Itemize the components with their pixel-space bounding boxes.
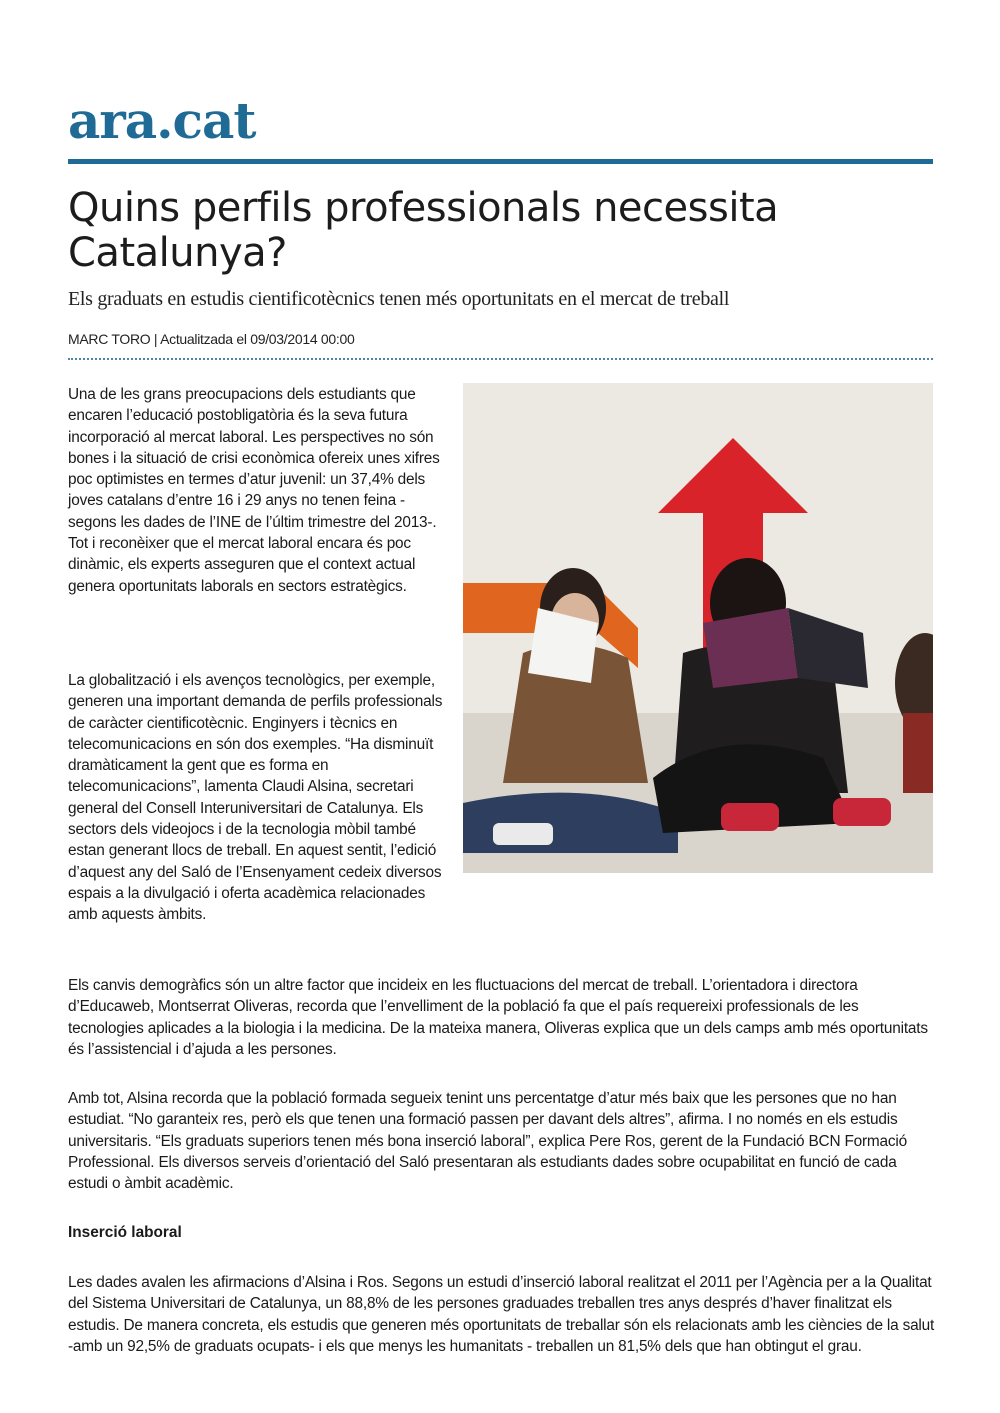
article-paragraph: Amb tot, Alsina recorda que la població formada segueix tenint uns percentatge d’atur més baix que les persones que no han estudiat. “No garanteix res, però els que tenen una formació passen per davant dels altres”, afirma. I no només en els estudis universitaris. “Els graduats superiors tenen més bona inserció laboral”, explica Pere Ros, gerent de la Fundació BCN Formació Professional. Els diversos serveis d’orientació del Saló presentaran als estudiants dades sobre ocupabilitat en funció de cada estudi o àmbit acadèmic. (68, 1090, 907, 1193)
site-logo[interactable]: ara.cat (68, 91, 256, 150)
article-paragraph: La globalització i els avenços tecnològics, per exemple, generen una important demanda de perfils professionals de caràcter cientificotècnic. Enginyers i tècnics en telecomunicacions en són dos exemples. “Ha disminuït dramàticament la gent que es forma en telecomunicacions”, lamenta Claudi Alsina, secretari general del Consell Interuniversitari de Catalunya. Els sectors dels videojocs i de la tecnologia mòbil també estan generant llocs de treball. En aquest sentit, l’edició d’aquest any del Saló de l’Ensenyament cedeix diversos espais a la divulgació i oferta acadèmica relacionades amb aquests àmbits. (68, 672, 443, 924)
article-paragraph: Una de les grans preocupacions dels estudiants que encaren l’educació postobligatòria és la seva futura incorporació al mercat laboral. Les perspectives no són bones i la situació de crisi econòmica ofereix unes xifres poc optimistes en termes d’atur juvenil: un 37,4% dels joves catalans d’entre 16 i 29 anys no tenen feina -segons les dades de l’INE de l’últim trimestre del 2013-. Tot i reconèixer que el mercat laboral encara és poc dinàmic, els experts asseguren que el context actual genera oportunitats laborals en sectors estratègics. (68, 386, 440, 595)
byline-divider (68, 358, 933, 360)
article-photo (463, 383, 933, 873)
section-heading: Inserció laboral (68, 1224, 182, 1241)
header-rule (68, 159, 933, 164)
article-paragraph: Les dades avalen les afirmacions d’Alsina i Ros. Segons un estudi d’inserció laboral realitzat el 2011 per l’Agència per a la Qualitat del Sistema Universitari de Catalunya, un 88,8% de les persones graduades treballen tres anys després d’haver finalitzat els estudis. De manera concreta, els estudis que generen més oportunitats de treballar són els relacionats amb les ciències de la salut -amb un 92,5% de graduats ocupats- i els que menys les humanitats - treballen un 81,5% dels que han obtingut el grau. (68, 1274, 935, 1355)
article-byline: MARC TORO | Actualitzada el 09/03/2014 00:00 (68, 331, 355, 347)
article-subtitle: Els graduats en estudis cientificotècnics tenen més oportunitats en el mercat de treball (68, 288, 730, 310)
article-paragraph: Els canvis demogràfics són un altre factor que incideix en les fluctuacions del mercat de treball. L’orientadora i directora d’Educaweb, Montserrat Oliveras, recorda que l’envelliment de la població fa que el país requereixi professionals de les tecnologies aplicades a la biologia i la medicina. De la mateixa manera, Oliveras explica que un dels camps amb més oportunitats és l’assistencial i d’ajuda a les persones. (68, 977, 928, 1058)
article-title: Quins perfils professionals necessita Catalunya? (68, 185, 779, 276)
